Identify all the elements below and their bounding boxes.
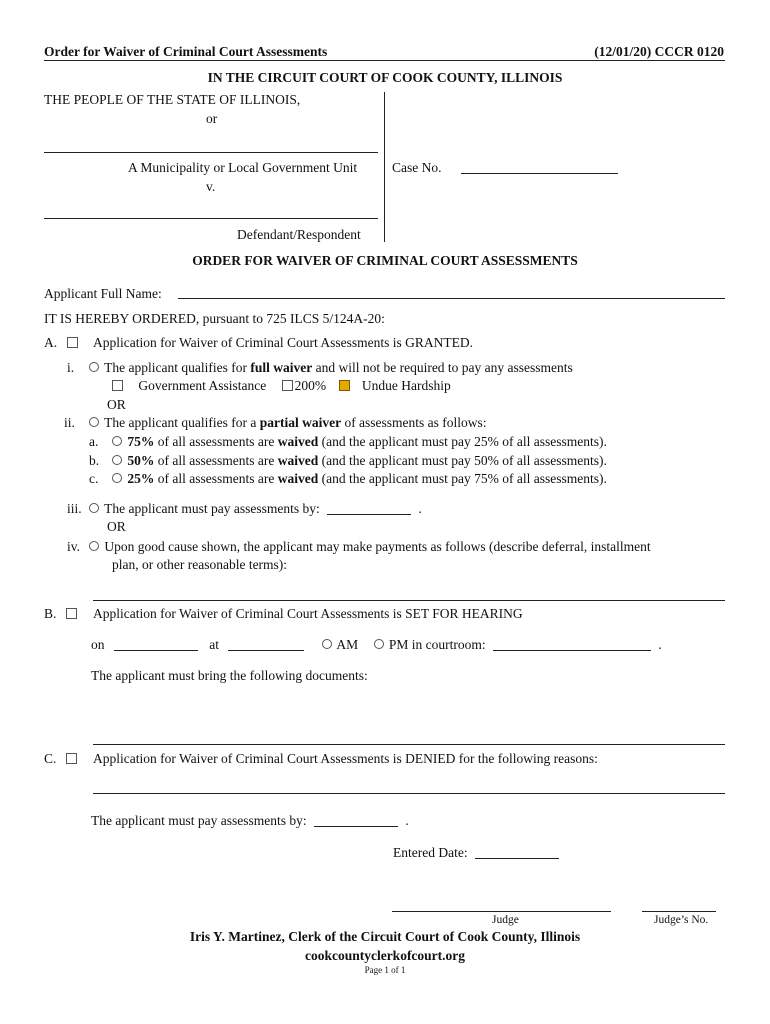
partial-waiver-post: of assessments as follows: bbox=[341, 415, 487, 430]
documents-text: The applicant must bring the following documents: bbox=[91, 668, 368, 683]
undue-hardship-label: Undue Hardship bbox=[361, 378, 451, 393]
courtroom-field[interactable] bbox=[493, 639, 651, 651]
or-label: or bbox=[206, 111, 218, 126]
form-title: Order for Waiver of Criminal Court Assessments bbox=[44, 44, 328, 59]
partial-25-radio[interactable] bbox=[112, 473, 122, 483]
section-a-checkbox[interactable] bbox=[67, 337, 78, 348]
clerk-website[interactable]: cookcountyclerkofcourt.org bbox=[304, 948, 466, 963]
income-200-label: 200% bbox=[294, 378, 327, 393]
payment-plan-radio[interactable] bbox=[89, 541, 99, 551]
full-waiver-options bbox=[112, 378, 451, 394]
partial-a-tail: (and the applicant must pay 25% of all assessments). bbox=[318, 434, 607, 449]
item-ii bbox=[89, 415, 487, 431]
court-name: IN THE CIRCUIT COURT OF COOK COUNTY, ILLINOIS bbox=[207, 70, 563, 85]
partial-50-radio[interactable] bbox=[112, 455, 122, 465]
full-waiver-radio[interactable] bbox=[89, 362, 99, 372]
page-number: Page 1 of 1 bbox=[364, 965, 406, 975]
clerk-name: Iris Y. Martinez, Clerk of the Circuit Court of Cook County, Illinois bbox=[189, 929, 581, 944]
partial-c-mid: of all assessments are bbox=[154, 471, 278, 486]
order-title: ORDER FOR WAIVER OF CRIMINAL COURT ASSESSMENTS bbox=[192, 253, 578, 268]
item-i bbox=[89, 360, 573, 376]
form-code: (12/01/20) CCCR 0120 bbox=[594, 44, 724, 59]
section-a-text: Application for Waiver of Criminal Court Assessments is GRANTED. bbox=[93, 335, 473, 350]
partial-c-tail: (and the applicant must pay 75% of all assessments). bbox=[318, 471, 607, 486]
section-c-letter: C. bbox=[44, 751, 57, 766]
hearing-on-label: on bbox=[91, 637, 105, 652]
hearing-date-field[interactable] bbox=[114, 639, 198, 651]
pay-by-radio[interactable] bbox=[89, 503, 99, 513]
section-b bbox=[44, 606, 79, 622]
header-rule bbox=[44, 60, 725, 61]
gov-assistance-checkbox[interactable] bbox=[112, 380, 123, 391]
income-200-checkbox[interactable] bbox=[282, 380, 293, 391]
partial-b bbox=[112, 453, 607, 469]
section-a bbox=[44, 335, 80, 351]
partial-a-letter: a. bbox=[89, 434, 99, 449]
partial-b-tail: (and the applicant must pay 50% of all assessments). bbox=[318, 453, 607, 468]
item-i-num: i. bbox=[67, 360, 75, 375]
am-label: AM bbox=[336, 637, 359, 652]
case-no-field[interactable] bbox=[461, 173, 618, 174]
full-waiver-bold: full waiver bbox=[250, 360, 313, 375]
documents-field[interactable] bbox=[93, 744, 725, 745]
entered-date-field[interactable] bbox=[475, 847, 559, 859]
section-b-text: Application for Waiver of Criminal Court Assessments is SET FOR HEARING bbox=[93, 606, 523, 621]
item-iv bbox=[89, 539, 651, 555]
payment-plan-text: Upon good cause shown, the applicant may make payments as follows (describe deferral, installment bbox=[104, 539, 651, 554]
partial-waiver-radio[interactable] bbox=[89, 417, 99, 427]
partial-a-waived: waived bbox=[277, 434, 319, 449]
judges-no-line[interactable] bbox=[642, 911, 716, 912]
or-1: OR bbox=[107, 397, 126, 412]
hearing-row bbox=[91, 637, 662, 653]
item-ii-num: ii. bbox=[64, 415, 75, 430]
partial-a-mid: of all assessments are bbox=[154, 434, 278, 449]
full-waiver-pre: The applicant qualifies for bbox=[104, 360, 251, 375]
versus-label: v. bbox=[206, 179, 216, 194]
payment-plan-field[interactable] bbox=[93, 600, 725, 601]
pm-label: PM in courtroom: bbox=[388, 637, 486, 652]
denied-pay-period: . bbox=[405, 813, 409, 828]
denied-pay-date-field[interactable] bbox=[314, 815, 398, 827]
hearing-time-field[interactable] bbox=[228, 639, 304, 651]
ordered-text: IT IS HEREBY ORDERED, pursuant to 725 ILCS 5/124A-20: bbox=[44, 311, 385, 326]
judges-no-label: Judge’s No. bbox=[654, 914, 709, 926]
partial-c-pct: 25% bbox=[127, 471, 155, 486]
section-c-checkbox[interactable] bbox=[66, 753, 77, 764]
undue-hardship-checkbox[interactable] bbox=[339, 380, 350, 391]
partial-75-radio[interactable] bbox=[112, 436, 122, 446]
municipality-line[interactable] bbox=[44, 152, 378, 153]
full-waiver-post: and will not be required to pay any assessments bbox=[312, 360, 573, 375]
item-iii-num: iii. bbox=[67, 501, 82, 516]
entered-date-row bbox=[393, 845, 559, 861]
partial-b-mid: of all assessments are bbox=[154, 453, 278, 468]
partial-c-letter: c. bbox=[89, 471, 99, 486]
hearing-at-label: at bbox=[209, 637, 219, 652]
judge-label: Judge bbox=[492, 914, 519, 926]
people-label: THE PEOPLE OF THE STATE OF ILLINOIS, bbox=[44, 92, 301, 107]
pm-radio[interactable] bbox=[374, 639, 384, 649]
partial-b-pct: 50% bbox=[127, 453, 155, 468]
courtroom-period: . bbox=[658, 637, 662, 652]
am-radio[interactable] bbox=[322, 639, 332, 649]
partial-c-waived: waived bbox=[277, 471, 319, 486]
partial-waiver-bold: partial waiver bbox=[259, 415, 342, 430]
denial-reasons-field[interactable] bbox=[93, 793, 725, 794]
or-2: OR bbox=[107, 519, 126, 534]
municipality-label: A Municipality or Local Government Unit bbox=[128, 160, 358, 175]
section-a-letter: A. bbox=[44, 335, 58, 350]
section-b-checkbox[interactable] bbox=[66, 608, 77, 619]
defendant-line[interactable] bbox=[44, 218, 378, 219]
pay-by-text: The applicant must pay assessments by: bbox=[104, 501, 320, 516]
judge-signature-line[interactable] bbox=[392, 911, 611, 912]
item-iii bbox=[89, 501, 422, 517]
payment-plan-text2: plan, or other reasonable terms): bbox=[112, 557, 288, 572]
partial-b-waived: waived bbox=[277, 453, 319, 468]
section-c-text: Application for Waiver of Criminal Court Assessments is DENIED for the following reasons: bbox=[93, 751, 598, 766]
partial-b-letter: b. bbox=[89, 453, 100, 468]
partial-waiver-pre: The applicant qualifies for a bbox=[104, 415, 260, 430]
gov-assistance-label: Government Assistance bbox=[138, 378, 267, 393]
applicant-name-field[interactable] bbox=[178, 298, 725, 299]
section-c bbox=[44, 751, 79, 767]
section-b-letter: B. bbox=[44, 606, 57, 621]
defendant-label: Defendant/Respondent bbox=[237, 227, 361, 242]
applicant-label: Applicant Full Name: bbox=[44, 286, 162, 301]
pay-by-period: . bbox=[418, 501, 422, 516]
partial-a-pct: 75% bbox=[127, 434, 155, 449]
case-no-label: Case No. bbox=[392, 160, 442, 175]
partial-c bbox=[112, 471, 607, 487]
item-iv-num: iv. bbox=[67, 539, 80, 554]
denied-pay-text: The applicant must pay assessments by: bbox=[91, 813, 307, 828]
pay-by-date-field[interactable] bbox=[327, 503, 411, 515]
denied-pay-row bbox=[91, 813, 409, 829]
entered-date-label: Entered Date: bbox=[393, 845, 468, 860]
caption-divider bbox=[384, 92, 385, 242]
partial-a bbox=[112, 434, 607, 450]
